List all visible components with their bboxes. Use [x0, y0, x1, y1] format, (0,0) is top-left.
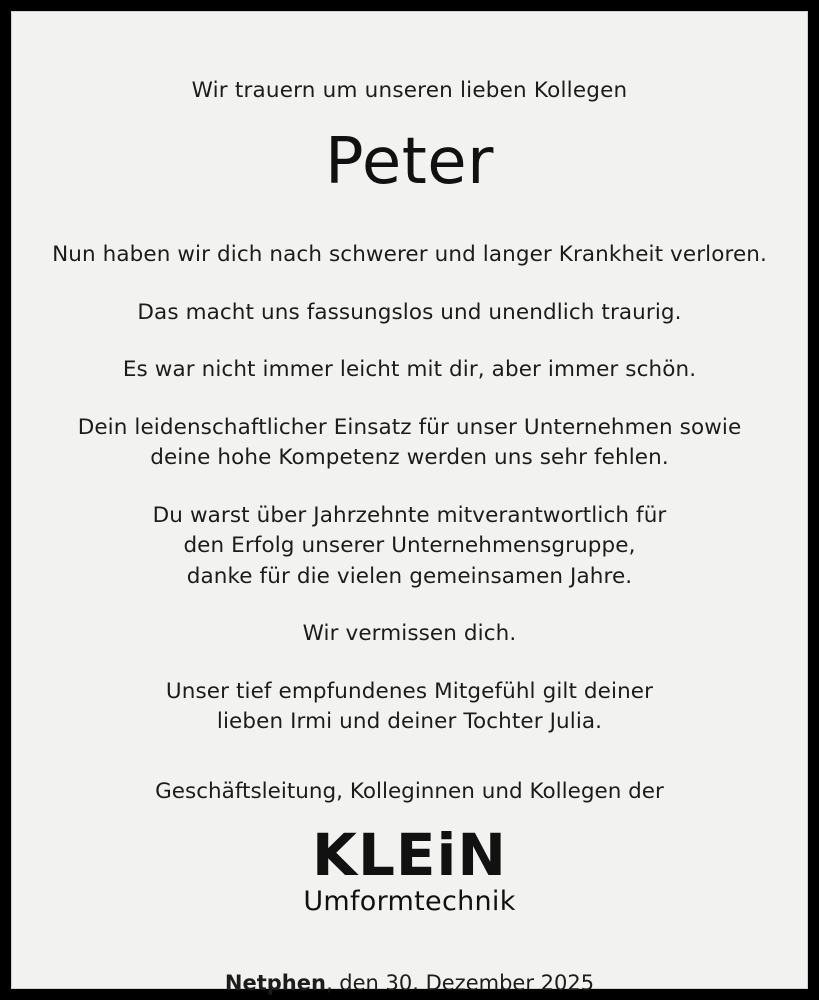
paragraph [12, 240, 807, 271]
paragraph-line: lieben Irmi und deiner Tochter Julia. [216, 709, 603, 735]
date-text: , den 30. Dezember 2025 [325, 970, 595, 995]
logo-tagline: Umformtechnik [303, 885, 516, 917]
credit-line: Geschäftsleitung, Kolleginnen und Kollegen der [155, 778, 664, 804]
paragraph-line: Unser tief empfundenes Mitgefühl gilt deiner [165, 678, 654, 704]
obituary-body [12, 240, 807, 765]
paragraph [12, 619, 807, 650]
paragraph [12, 298, 807, 329]
intro-text: Wir trauern um unseren lieben Kollegen [191, 78, 628, 103]
paragraph-line: deine hohe Kompetenz werden uns sehr fehlen. [150, 445, 669, 471]
place-date-line [225, 971, 594, 995]
paragraph-line: den Erfolg unserer Unternehmensgruppe, [183, 533, 636, 559]
obituary-content [11, 11, 808, 995]
paragraph-line: Dein leidenschaftlicher Einsatz für unser Unternehmen sowie [77, 414, 742, 440]
place-name: Netphen [224, 970, 326, 995]
paragraph-line: Das macht uns fassungslos und unendlich traurig. [137, 299, 682, 325]
paragraph [12, 413, 807, 474]
paragraph [12, 501, 807, 593]
paragraph-line: Es war nicht immer leicht mit dir, aber immer schön. [122, 357, 697, 383]
deceased-name: Peter [325, 125, 494, 199]
paragraph-line: danke für die vielen gemeinsamen Jahre. [186, 563, 633, 589]
paragraph-line: Nun haben wir dich nach schwerer und langer Krankheit verloren. [52, 242, 767, 268]
paragraph [12, 355, 807, 386]
logo-wordmark: KLEiN [312, 820, 507, 889]
paragraph-line: Du warst über Jahrzehnte mitverantwortlich für [152, 502, 667, 528]
company-logo [303, 820, 516, 917]
paragraph-line: Wir vermissen dich. [302, 621, 517, 647]
paragraph [12, 677, 807, 738]
